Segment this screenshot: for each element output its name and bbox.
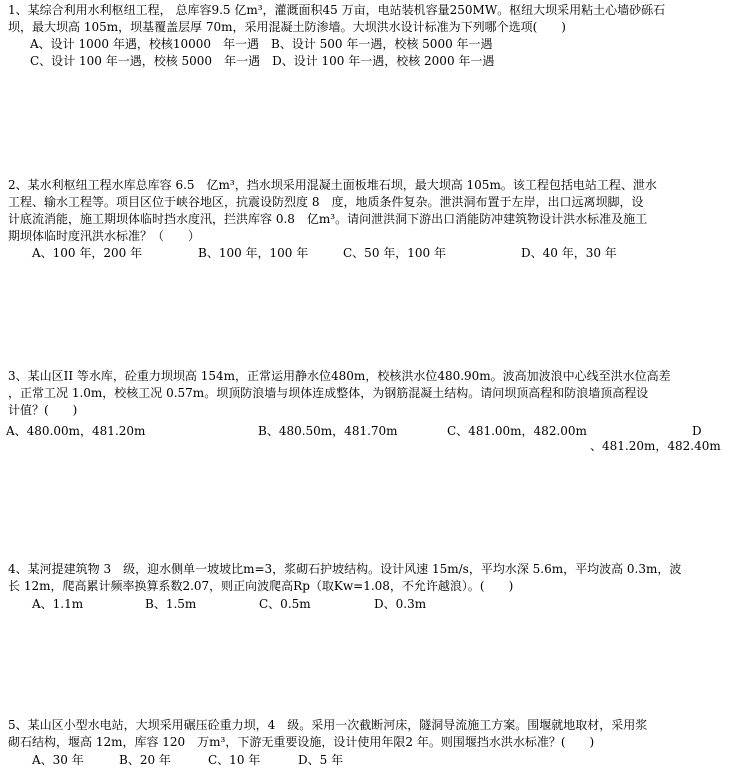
question-2-option-a: A、100 年，200 年: [32, 246, 143, 260]
question-3-line-2: ，正常工况 1.0m，校核工况 0.57m。坝顶防浪墙与坝体连成整体，为钢筋混凝土结构。请问坝顶高程和防浪墙顶高程设: [8, 386, 649, 400]
question-5-option-a: A、30 年: [32, 753, 84, 767]
question-3-option-d-letter: D: [692, 424, 702, 438]
question-5-option-c: C、10 年: [208, 753, 261, 767]
question-3-option-d-value: 、481.20m，482.40m: [590, 439, 721, 453]
question-5-line-2: 砌石结构，堰高 12m，库容 120 万m³，下游无重要设施，设计使用年限2 年。则围堰挡水洪水标准？( ): [8, 735, 595, 749]
question-3-line-3: 计值？( ): [8, 403, 78, 417]
question-4-option-b: B、1.5m: [145, 597, 197, 611]
question-3-option-a: A、480.00m，481.20m: [6, 424, 146, 438]
question-2-option-b: B、100 年，100 年: [198, 246, 309, 260]
question-1-options-ab: A、设计 1000 年遇，校核10000 年一遇 B、设计 500 年一遇，校核 5000 年一遇: [30, 37, 493, 51]
question-2-line-2: 工程、输水工程等。项目区位于峡谷地区，抗震设防烈度 8 度，地质条件复杂。泄洪洞布置于左岸，出口远离坝脚，设: [8, 195, 644, 209]
question-4-option-d: D、0.3m: [374, 597, 427, 611]
question-2-line-4: 期坝体临时度汛洪水标准？（ ）: [8, 229, 201, 243]
question-2-option-c: C、50 年，100 年: [343, 246, 446, 260]
question-5-option-b: B、20 年: [119, 753, 171, 767]
question-5-option-d: D、5 年: [298, 753, 344, 767]
question-3-option-b: B、480.50m，481.70m: [258, 424, 398, 438]
question-3-line-1: 3、某山区II 等水库，砼重力坝坝高 154m，正常运用静水位480m，校核洪水位480.90m。波高加波浪中心线至洪水位高差: [8, 369, 671, 383]
question-1-options-cd: C、设计 100 年一遇，校核 5000 年一遇 D、设计 100 年一遇，校核 2000 年一遇: [30, 54, 495, 68]
question-1-line-2: 坝，最大坝高 105m，坝基覆盖层厚 70m，采用混凝土防渗墙。大坝洪水设计标准为下列哪个选项( ): [8, 20, 566, 34]
question-2-line-1: 2、某水利枢纽工程水库总库容 6.5 亿m³，挡水坝采用混凝土面板堆石坝，最大坝高 105m。该工程包括电站工程、泄水: [8, 178, 657, 192]
question-4-option-c: C、0.5m: [259, 597, 311, 611]
question-3-option-c: C、481.00m，482.00m: [447, 424, 587, 438]
question-5-line-1: 5、某山区小型水电站，大坝采用碾压砼重力坝，4 级。采用一次截断河床，隧洞导流施工方案。围堰就地取材，采用浆: [8, 718, 648, 732]
question-1-line-1: 1、某综合利用水利枢纽工程， 总库容9.5 亿m³，灌溉面积45 万亩，电站装机容量250MW。枢纽大坝采用粘土心墙砂砾石: [8, 3, 666, 17]
question-2-option-d: D、40 年，30 年: [521, 246, 617, 260]
question-4-line-2: 长 12m，爬高累计频率换算系数2.07，则正向波爬高Rp（取Kw=1.08，不允许越浪）。( ): [8, 579, 514, 593]
question-4-line-1: 4、某河提建筑物 3 级，迎水侧单一坡坡比m=3，浆砌石护坡结构。设计风速 15m/s，平均水深 5.6m，平均波高 0.3m，波: [8, 562, 682, 576]
question-2-line-3: 计底流消能，施工期坝体临时挡水度汛，拦洪库容 0.8 亿m³。请问泄洪洞下游出口消能防冲建筑物设计洪水标准及施工: [8, 212, 648, 226]
question-4-option-a: A、1.1m: [32, 597, 84, 611]
